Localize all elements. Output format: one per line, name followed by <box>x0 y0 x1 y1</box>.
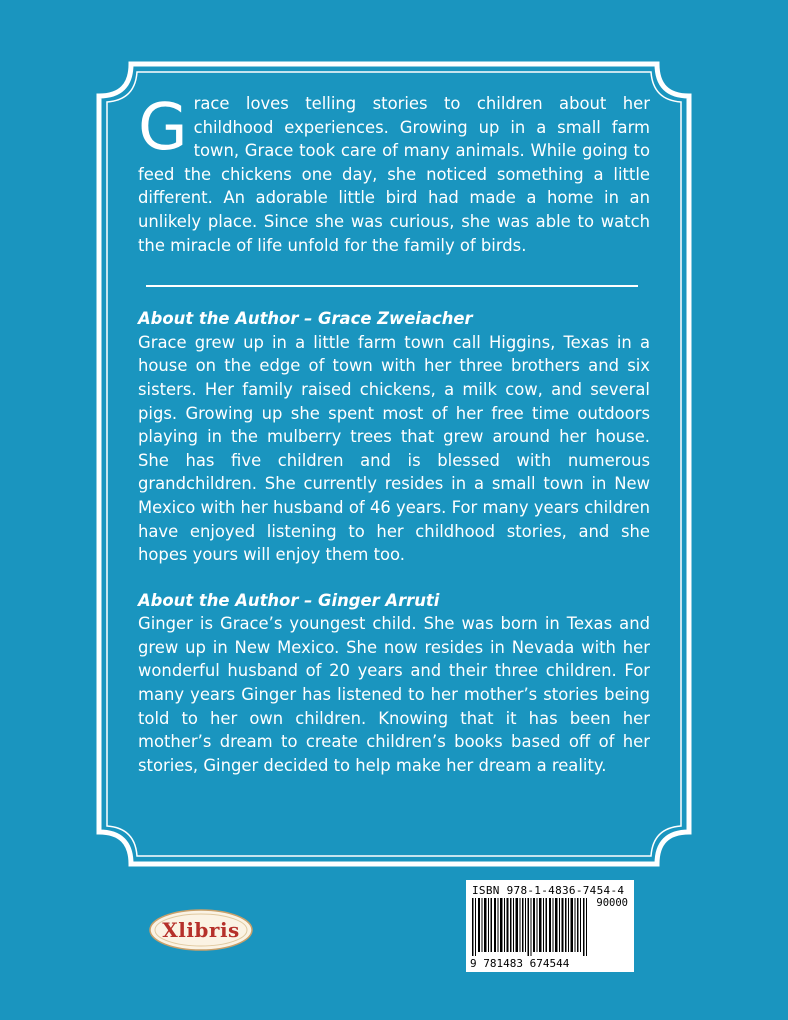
divider-rule <box>146 285 638 287</box>
author2-heading: About the Author – Ginger Arruti <box>138 590 440 610</box>
barcode-bars-icon <box>472 896 588 956</box>
price-code: 90000 <box>596 897 628 909</box>
barcode-digits: 9 781483 674544 <box>470 957 570 970</box>
author1-heading: About the Author – Grace Zweiacher <box>138 309 473 329</box>
publisher-name: Xlibris <box>162 918 240 942</box>
drop-cap: G <box>138 91 188 165</box>
back-cover-text <box>138 92 650 799</box>
blurb-text: race loves telling stories to children about her childhood experiences. Growing up in a small farm town, Grace took care of many animals. While going to feed the chickens one day, she noticed something a little different. An adorable little bird had made a home in an unlikely place. Since she was curious, she was able to watch the miracle of life unfold for the family of birds. <box>138 94 650 255</box>
book-blurb <box>138 92 650 257</box>
isbn-barcode <box>466 880 634 972</box>
publisher-logo <box>148 908 254 952</box>
author1-bio: Grace grew up in a little farm town call Higgins, Texas in a house on the edge of town with her three brothers and six sisters. Her family raised chickens, a milk cow, and several pigs. Growing up she spent most of her free time outdoors playing in the mulberry trees that grew around her house. She has five children and is blessed with numerous grandchildren. She currently resides in a small town in New Mexico with her husband of 46 years. For many years children have enjoyed listening to her childhood stories, and she hopes yours will enjoy them too. <box>138 332 650 565</box>
author2-bio: Ginger is Grace’s youngest child. She was born in Texas and grew up in New Mexico. She now resides in Nevada with her wonderful husband of 20 years and their three children. For many years Ginger has listened to her mother’s stories being told to her own children. Knowing that it has been her mother’s dream to create children’s books based off of her stories, Ginger decided to help make her dream a reality. <box>138 614 650 775</box>
isbn-number: ISBN 978-1-4836-7454-4 <box>472 884 625 897</box>
